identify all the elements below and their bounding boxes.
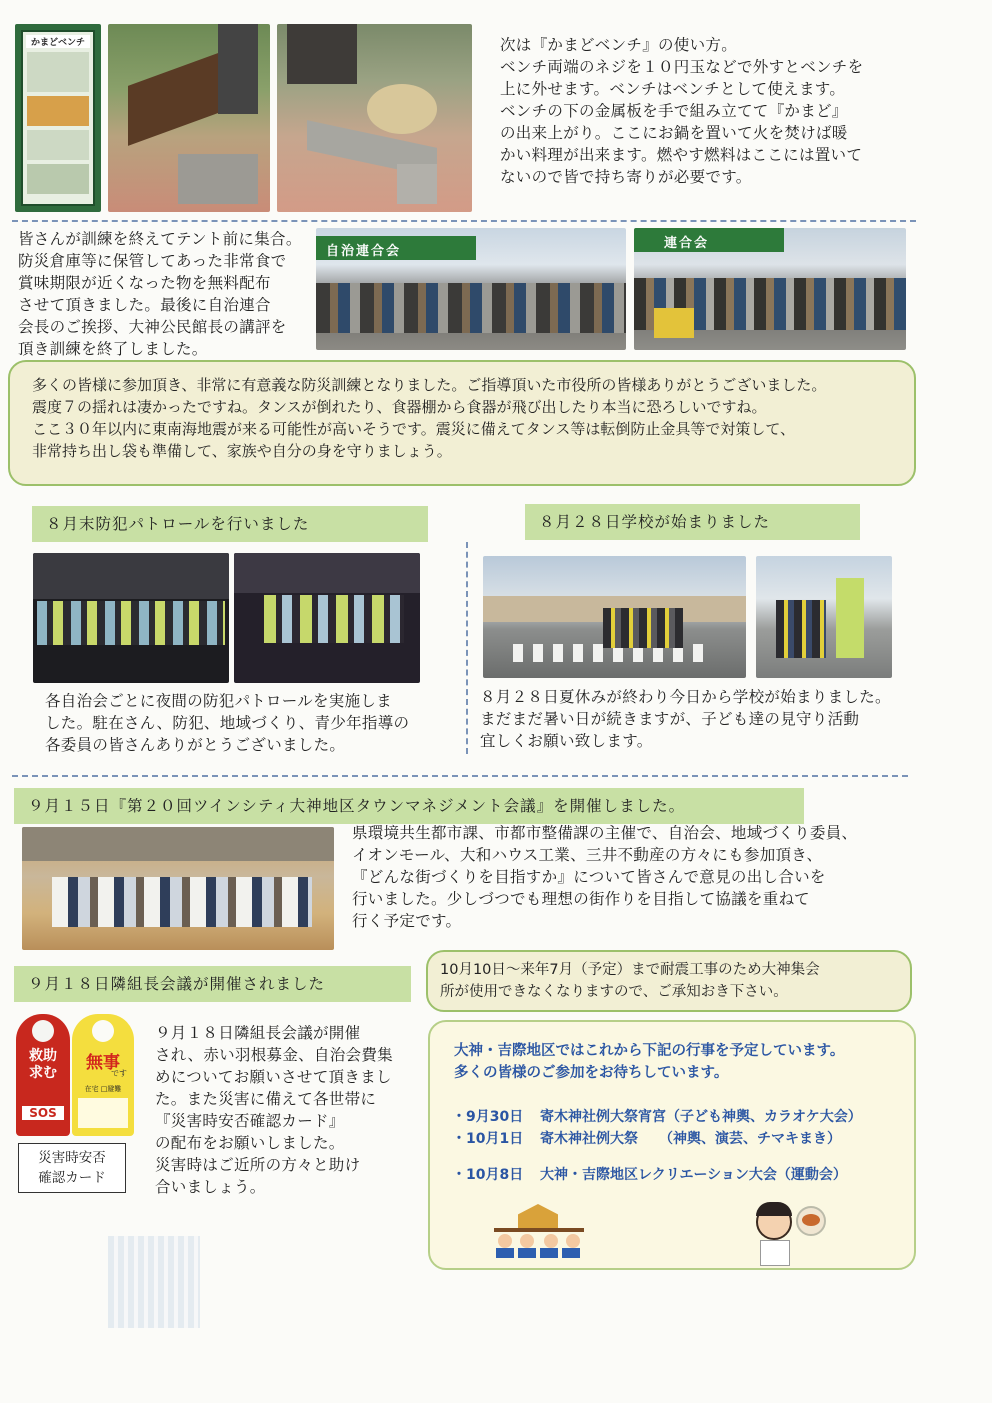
patrol-heading: ８月末防犯パトロールを行いました [32, 506, 428, 542]
child-illustration [750, 1198, 830, 1268]
patrol-photo-1 [33, 553, 229, 683]
event-date: ・9月30日 [452, 1109, 524, 1125]
event-text: 寄木神社例大祭 （神輿、演芸、チマキまき） [540, 1131, 841, 1147]
school-photo-2 [756, 556, 892, 678]
tent-photo-1 [316, 228, 626, 350]
patrol-text: 各自治会ごとに夜間の防犯パトロールを実施しま した。駐在さん、防犯、地域づくり、青少年指導の 各委員の皆さんありがとうございました。 [45, 692, 410, 754]
event-item [452, 1128, 912, 1150]
school-text: ８月２８日夏休みが終わり今日から学校が始まりました。 まだまだ暑い日が続きますが、子ども達の見守り活動 宜しくお願い致します。 [480, 688, 891, 750]
card-red-sos: SOS [22, 1106, 64, 1120]
divider-1 [12, 220, 916, 222]
tent-photo-2 [634, 228, 906, 350]
school-photo-1 [483, 556, 746, 678]
school-heading: ８月２８日学校が始まりました [525, 504, 860, 540]
card-red-title: 救助 求む [29, 1048, 57, 1081]
tent-text: 皆さんが訓練を終えてテント前に集合。 防災倉庫等に保管してあった非常食で 賞味期限が近くなった物を無料配布 させて頂きました。最後に自治連合 会長のご挨拶、大神公民館長の講評を 頂き訓練を終了しました。 [18, 230, 302, 358]
notice-box: 10月10日～来年7月（予定）まで耐震工事のため大神集会 所が使用できなくなりますので、ご承知おき下さい。 [426, 950, 912, 1012]
tent-banner-2: 連合会 [664, 236, 710, 251]
events-intro: 大神・吉際地区ではこれから下記の行事を予定しています。 多くの皆様のご参加をお待ちしています。 [454, 1043, 845, 1081]
meeting-text: 県環境共生都市課、市都市整備課の主催で、自治会、地域づくり委員、 イオンモール、大和ハウス工業、三井不動産の方々にも参加頂き、 『どんな街づくりを目指すか』について皆さんで意見の出し合いを 行いました。少しづつでも理想の街作りを目指して協議を重ねて 行く予定です。 [352, 824, 858, 930]
neighbor-heading: ９月１８日隣組長会議が開催されました [14, 966, 411, 1002]
divider-vertical [466, 542, 468, 754]
meeting-heading: ９月１５日『第２０回ツインシティ大神地区タウンマネジメント会議』を開催しました。 [14, 788, 804, 824]
event-item [452, 1106, 912, 1128]
card-caption: 災害時安否 確認カード [18, 1143, 126, 1193]
qr-code-faded [108, 1236, 200, 1328]
kamado-text: 次は『かまどベンチ』の使い方。 ベンチ両端のネジを１０円玉などで外すとベンチを 上に外せます。ベンチはベンチとして使えます。 ベンチの下の金属板を手で組み立てて『かまど』 の出来上がり。ここにお鍋を置いて火を焚けば暖 かい料理が出来ます。燃やす燃料はここには置いて ないので皆で持ち寄りが必要です。 [500, 36, 864, 186]
event-text: 大神・吉際地区レクリエーション大会（運動会） [540, 1167, 847, 1183]
event-item [452, 1164, 912, 1186]
card-yellow-row: 在宅 □避難 [84, 1085, 122, 1093]
card-red [16, 1014, 70, 1136]
card-yellow [72, 1014, 134, 1136]
divider-2 [12, 775, 908, 777]
events-box [428, 1020, 916, 1270]
kamado-sign-title: かまどベンチ [26, 35, 90, 48]
tent-banner-1: 自治連合会 [326, 244, 402, 259]
event-date: ・10月1日 [452, 1131, 524, 1147]
mikoshi-illustration [494, 1204, 584, 1260]
meeting-photo [22, 827, 334, 950]
kamado-bench-photo-2 [277, 24, 472, 212]
kamado-bench-photo-1 [108, 24, 270, 212]
patrol-photo-2 [234, 553, 420, 683]
summary-note: 多くの皆様に参加頂き、非常に有意義な防災訓練となりました。ご指導頂いた市役所の皆様ありがとうございました。 震度７の揺れは凄かったですね。タンスが倒れたり、食器棚から食器が飛び出したり本当に恐ろしいですね。 ここ３０年以内に東南海地震が来る可能性が高いそうです。震災に備えてタンス等は転倒防止金具等で対策して、 非常持ち出し袋も準備して、家族や自分の身を守りましょう。 [8, 360, 916, 486]
kamado-sign-photo [15, 24, 101, 212]
card-yellow-sub: です [111, 1069, 127, 1078]
card-yellow-title: 無事 [86, 1053, 120, 1073]
neighbor-text: ９月１８日隣組長会議が開催 され、赤い羽根募金、自治会費集 めについてお願いさせて頂きまし た。また災害に備えて各世帯に 『災害時安否確認カード』 の配布をお願いしました。 災害時はご近所の方々と助け 合いましょう。 [155, 1024, 393, 1196]
event-date: ・10月8日 [452, 1167, 524, 1183]
event-text: 寄木神社例大祭宵宮（子ども神輿、カラオケ大会） [540, 1109, 862, 1125]
